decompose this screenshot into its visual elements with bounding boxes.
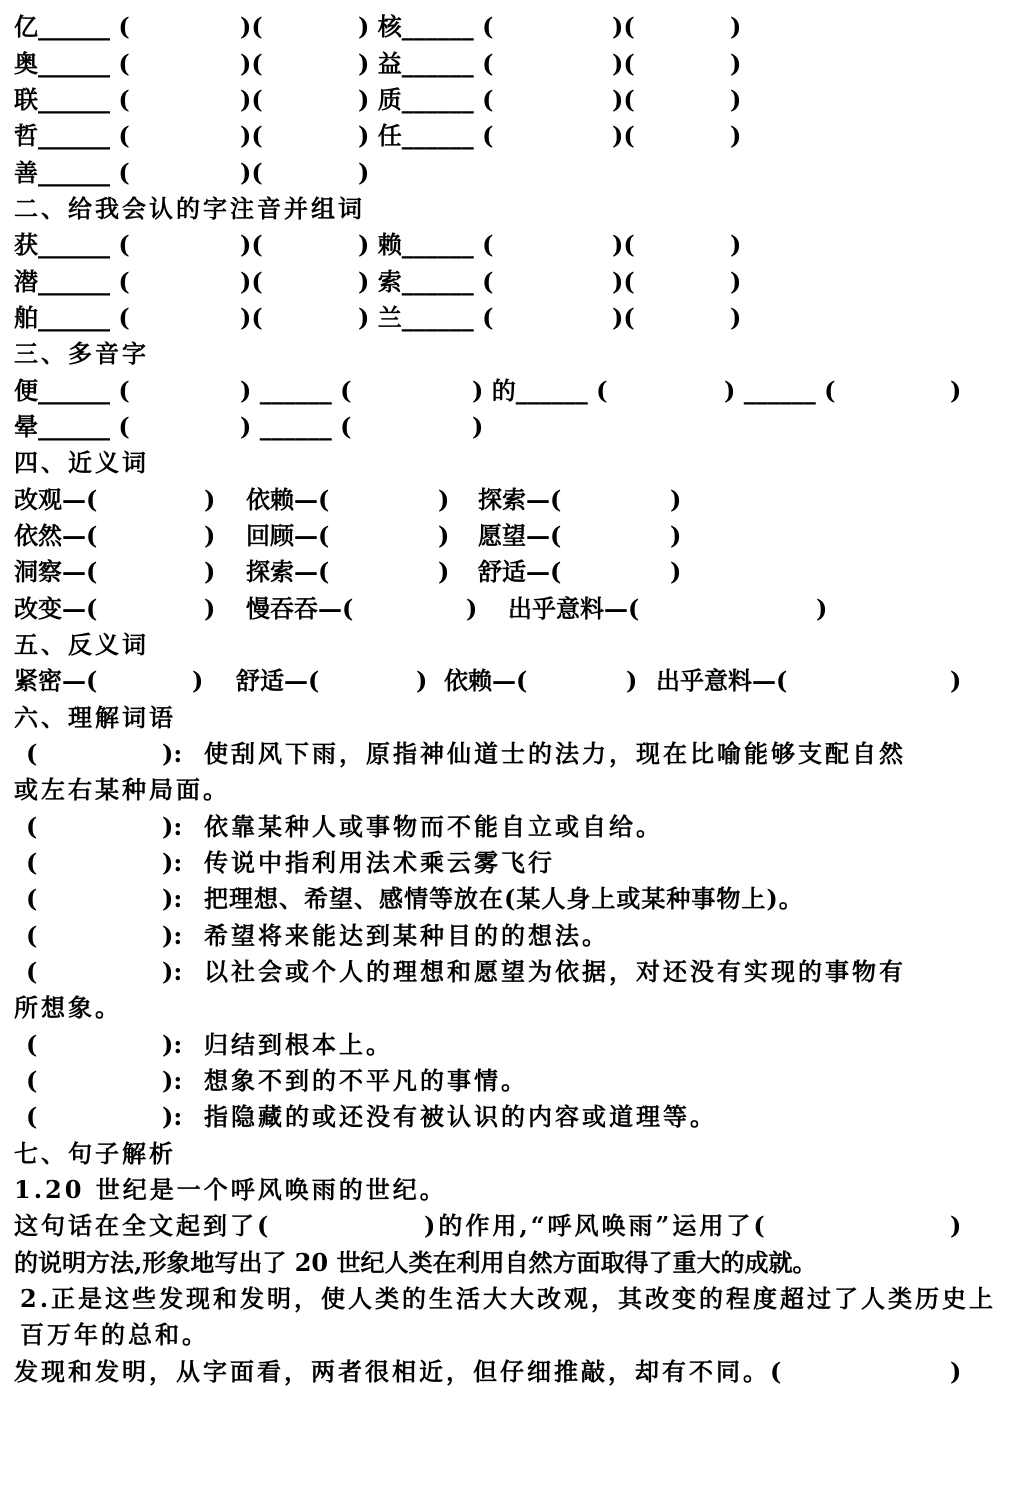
blank-open: ( [26,1066,38,1095]
row-text: ) 质______ ( [358,85,494,114]
blank-close: ): [162,848,183,877]
row-text: )( [240,85,263,114]
row-text: 联______ ( [14,85,130,114]
section-title: 五、反义词 [14,630,149,659]
row-text: ) [730,49,742,78]
definition-text: 使刮风下雨，原指神仙道士的法力，现在比喻能够支配自然 [204,739,906,768]
section-title: 二、给我会认的字注音并组词 [14,194,365,223]
char-row [0,227,1026,263]
char-row [0,82,1026,118]
row-text: )( [612,230,635,259]
row-text: ) [730,85,742,114]
row-text: ) 益______ ( [358,49,494,78]
char-row [0,264,1026,300]
row-text: ) ______ ( [240,412,352,441]
row-text: ) [730,303,742,332]
row-text: ) [358,158,370,187]
row-text: 改观—( [14,485,98,514]
ask-text: ) [950,1211,962,1240]
row-text: )( [612,267,635,296]
char-row [0,46,1026,82]
row-text: ) [466,594,478,623]
row-text: ) [472,412,484,441]
definition-item [0,1099,1026,1135]
definition-text: 依靠某种人或事物而不能自立或自给。 [204,812,663,841]
row-text: 亿______ ( [14,12,130,41]
row-text: ) [950,376,962,405]
row-text: 探索—( [246,557,330,586]
row-text: ) [730,230,742,259]
row-text: ) [192,666,204,695]
row-text: )( [612,121,635,150]
question-sentence: 1.20 世纪是一个呼风唤雨的世纪。 [14,1175,447,1204]
row-text: ) [670,485,682,514]
row-text: 洞察—( [14,557,98,586]
row-text: 慢吞吞—( [246,594,354,623]
row-text: ) 兰______ ( [358,303,494,332]
row-text: ) 赖______ ( [358,230,494,259]
row-text: ) [204,594,216,623]
row-text: 奥______ ( [14,49,130,78]
row-text: 紧密—( [14,666,98,695]
definition-item [0,918,1026,954]
row-text: 依赖—( [444,666,528,695]
blank-close: ): [162,1102,183,1131]
row-text: )( [240,121,263,150]
row-text: ) ______ ( [240,376,352,405]
ask-text: 这句话在全文起到了( [14,1211,272,1240]
blank-open: ( [26,957,38,986]
blank-close: ): [162,1066,183,1095]
row-text: 善______ ( [14,158,130,187]
row-text: ) [816,594,828,623]
question-continuation: 的说明方法,形象地写出了 20 世纪人类在利用自然方面取得了重大的成就。 [14,1248,817,1277]
row-text: )( [612,303,635,332]
blank-close: ): [162,957,183,986]
row-text: ) 的______ ( [472,376,608,405]
blank-open: ( [26,739,38,768]
row-text: 舶______ ( [14,303,130,332]
definition-text: 把理想、希望、感情等放在(某人身上或某种事物上)。 [204,884,804,913]
section-title: 六、理解词语 [14,703,176,732]
row-text: ) [416,666,428,695]
row-text: )( [240,12,263,41]
row-text: 回顾—( [246,521,330,550]
definition-text: 归结到根本上。 [204,1030,393,1059]
synonym-row [0,591,1026,627]
char-row [0,155,1026,191]
row-text: ) [730,121,742,150]
row-text: 哲______ ( [14,121,130,150]
char-row [0,9,1026,45]
row-text: ) [730,267,742,296]
row-text: ) [670,557,682,586]
row-text: 探索—( [478,485,562,514]
row-text: 愿望—( [478,521,562,550]
blank-open: ( [26,1102,38,1131]
row-text: 便______ ( [14,376,130,405]
char-row [0,373,1026,409]
section-title: 三、多音字 [14,339,149,368]
blank-open: ( [26,884,38,913]
blank-close: ): [162,739,183,768]
blank-close: ): [162,812,183,841]
row-text: ) 任______ ( [358,121,494,150]
row-text: 晕______ ( [14,412,130,441]
blank-open: ( [26,1030,38,1059]
row-text: 改变—( [14,594,98,623]
section-title: 四、近义词 [14,448,149,477]
definition-item [0,954,1026,990]
blank-open: ( [26,848,38,877]
question-ask [0,1208,1026,1244]
definition-item [0,736,1026,772]
row-text: )( [240,267,263,296]
definition-item [0,881,1026,917]
row-text: ) [438,557,450,586]
row-text: 潜______ ( [14,267,130,296]
row-text: ) [204,485,216,514]
ask-text: )的作用,“呼风唤雨”运用了( [424,1211,768,1240]
row-text: ) [204,521,216,550]
row-text: 依然—( [14,521,98,550]
row-text: )( [240,230,263,259]
definition-continuation: 所想象。 [14,993,122,1022]
section-title: 七、句子解析 [14,1139,176,1168]
ask-text: ) [950,1357,962,1386]
definition-text: 以社会或个人的理想和愿望为依据，对还没有实现的事物有 [204,957,906,986]
row-text: )( [612,49,635,78]
row-text: 出乎意料—( [508,594,640,623]
synonym-row [0,518,1026,554]
row-text: 出乎意料—( [656,666,788,695]
row-text: 舒适—( [478,557,562,586]
question-ask [0,1354,1026,1390]
row-text: )( [612,12,635,41]
antonym-row [0,663,1026,699]
synonym-row [0,554,1026,590]
definition-continuation: 或左右某种局面。 [14,775,230,804]
char-row [0,409,1026,445]
blank-open: ( [26,812,38,841]
definition-text: 指隐藏的或还没有被认识的内容或道理等。 [204,1102,717,1131]
char-row [0,118,1026,154]
ask-text: 发现和发明，从字面看，两者很相近，但仔细推敲，却有不同。( [14,1357,785,1386]
row-text: ) [626,666,638,695]
definition-text: 希望将来能达到某种目的的想法。 [204,921,609,950]
row-text: )( [240,49,263,78]
blank-open: ( [26,921,38,950]
blank-close: ): [162,884,183,913]
row-text: ) 核______ ( [358,12,494,41]
definition-text: 传说中指利用法术乘云雾飞行 [204,848,555,877]
row-text: )( [612,85,635,114]
definition-text: 想象不到的不平凡的事情。 [204,1066,528,1095]
char-row [0,300,1026,336]
row-text: ) ______ ( [724,376,836,405]
definition-item [0,845,1026,881]
row-text: ) [730,12,742,41]
row-text: 依赖—( [246,485,330,514]
definition-item [0,809,1026,845]
row-text: 获______ ( [14,230,130,259]
blank-close: ): [162,921,183,950]
row-text: )( [240,303,263,332]
row-text: ) [670,521,682,550]
row-text: ) [204,557,216,586]
question-sentence: 2.正是这些发现和发明，使人类的生活大大改观，其改变的程度超过了人类历史上百万年的总和。 [20,1284,997,1349]
row-text: )( [240,158,263,187]
definition-item [0,1063,1026,1099]
row-text: 舒适—( [236,666,320,695]
synonym-row [0,482,1026,518]
row-text: ) [438,485,450,514]
blank-close: ): [162,1030,183,1059]
row-text: ) 索______ ( [358,267,494,296]
definition-item [0,1027,1026,1063]
row-text: ) [950,666,962,695]
row-text: ) [438,521,450,550]
